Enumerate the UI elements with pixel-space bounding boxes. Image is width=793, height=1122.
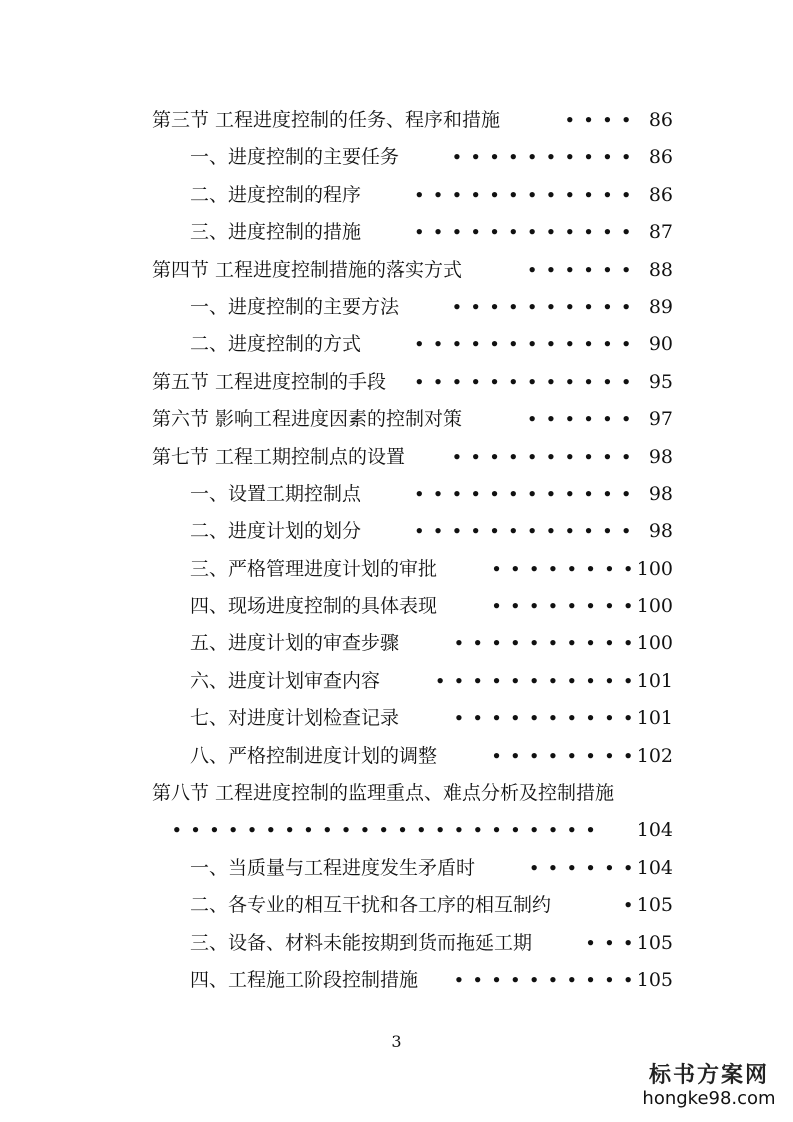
toc-page-number: 98 bbox=[648, 445, 673, 468]
toc-entry-title: 第五节 工程进度控制的手段 bbox=[152, 370, 387, 393]
toc-dot-leader: • • • • • • • • bbox=[491, 597, 635, 616]
toc-page-number: 100 bbox=[636, 632, 673, 655]
toc-dot-leader: • • • • • • bbox=[527, 260, 633, 279]
toc-page-number: 105 bbox=[636, 931, 673, 954]
toc-entry-title: 二、各专业的相互干扰和各工序的相互制约 bbox=[190, 894, 552, 917]
toc-entry bbox=[152, 177, 673, 214]
toc-entry-title: 第六节 影响工程进度因素的控制对策 bbox=[152, 408, 463, 431]
table-of-contents bbox=[152, 102, 673, 999]
toc-entry-title: 三、设备、材料未能按期到货而拖延工期 bbox=[190, 931, 533, 954]
toc-page-number: 105 bbox=[636, 894, 673, 917]
toc-entry bbox=[152, 663, 673, 700]
toc-page-number: 89 bbox=[648, 295, 673, 318]
toc-dot-leader: • • • • • • • • bbox=[491, 559, 635, 578]
toc-page-number: 88 bbox=[648, 258, 673, 281]
toc-page-number: 102 bbox=[636, 744, 673, 767]
toc-page-number: 86 bbox=[648, 146, 673, 169]
toc-page-number: 104 bbox=[636, 819, 673, 842]
toc-entry bbox=[152, 812, 673, 849]
toc-entry-title: 一、进度控制的主要任务 bbox=[190, 146, 400, 169]
toc-entry-title: 七、对进度计划检查记录 bbox=[190, 707, 400, 730]
toc-entry-title: 第八节 工程进度控制的监理重点、难点分析及控制措施 bbox=[152, 782, 615, 805]
toc-dot-leader: • • • • • • • • • • bbox=[452, 297, 633, 316]
watermark-text-en: hongke98.com bbox=[642, 1088, 776, 1109]
toc-dot-leader: • • • • • • • • • • • • bbox=[414, 372, 633, 391]
toc-dot-leader: • • • • • • • • • • • • bbox=[414, 335, 633, 354]
toc-entry bbox=[152, 139, 673, 176]
toc-dot-leader: • • • • • • • • • • • • bbox=[414, 223, 633, 242]
toc-page-number: 104 bbox=[636, 856, 673, 879]
toc-dot-leader: • • • • • • bbox=[527, 410, 633, 429]
toc-entry-title: 二、进度计划的划分 bbox=[190, 520, 362, 543]
toc-dot-leader: • • • • • • • • bbox=[491, 746, 635, 765]
toc-entry bbox=[152, 513, 673, 550]
page-number: 3 bbox=[391, 1032, 402, 1051]
toc-dot-leader: • • • • • • • • • • bbox=[454, 709, 635, 728]
toc-entry bbox=[152, 887, 673, 924]
watermark-logo bbox=[639, 1062, 779, 1110]
toc-dot-leader: • • • • • • • • • • • • bbox=[414, 484, 633, 503]
toc-entry bbox=[152, 214, 673, 251]
toc-entry-title: 四、工程施工阶段控制措施 bbox=[190, 968, 419, 991]
toc-entry-title: 二、进度控制的方式 bbox=[190, 333, 362, 356]
toc-entry-title: 三、进度控制的措施 bbox=[190, 221, 362, 244]
toc-dot-leader: • • • • • • • • • • bbox=[452, 148, 633, 167]
toc-page-number: 97 bbox=[648, 408, 673, 431]
toc-page-number: 87 bbox=[648, 221, 673, 244]
toc-entry-title: 三、严格管理进度计划的审批 bbox=[190, 557, 438, 580]
toc-entry bbox=[152, 962, 673, 999]
toc-page-number: 98 bbox=[648, 520, 673, 543]
toc-page-number: 100 bbox=[636, 557, 673, 580]
toc-page-number: 101 bbox=[636, 707, 673, 730]
toc-entry-title: 一、设置工期控制点 bbox=[190, 482, 362, 505]
toc-dot-leader: • • • • • • • • • • bbox=[454, 970, 635, 989]
toc-page-number: 98 bbox=[648, 482, 673, 505]
toc-page-number: 101 bbox=[636, 669, 673, 692]
toc-dot-leader: • • • • • • • • • • bbox=[452, 447, 633, 466]
toc-entry bbox=[152, 364, 673, 401]
toc-entry-title: 一、当质量与工程进度发生矛盾时 bbox=[190, 856, 476, 879]
toc-entry bbox=[152, 551, 673, 588]
toc-page-number: 86 bbox=[648, 109, 673, 131]
toc-entry bbox=[152, 439, 673, 476]
toc-entry bbox=[152, 401, 673, 438]
toc-dot-leader: • • • • • • • • • • bbox=[454, 634, 635, 653]
toc-dot-leader: • • • • • • • • • • • bbox=[435, 671, 635, 690]
toc-dot-leader: • • • • • • • • • • • • bbox=[414, 522, 633, 541]
toc-entry bbox=[152, 289, 673, 326]
toc-page-number: 86 bbox=[648, 183, 673, 206]
toc-entry bbox=[152, 850, 673, 887]
toc-entry-title: 第四节 工程进度控制措施的落实方式 bbox=[152, 258, 463, 281]
toc-entry-title: 二、进度控制的程序 bbox=[190, 183, 362, 206]
toc-page-number: 100 bbox=[636, 595, 673, 618]
toc-entry-title: 六、进度计划审查内容 bbox=[190, 669, 381, 692]
toc-entry bbox=[152, 775, 673, 812]
toc-page-number: 95 bbox=[648, 370, 673, 393]
toc-entry-title: 一、进度控制的主要方法 bbox=[190, 295, 400, 318]
toc-dot-leader: • • • • • • • • • • • • • • • • • • • • • • • bbox=[172, 821, 598, 840]
toc-entry bbox=[152, 700, 673, 737]
toc-entry bbox=[152, 476, 673, 513]
toc-page-number: 105 bbox=[636, 968, 673, 991]
toc-entry bbox=[152, 925, 673, 962]
toc-entry-title: 四、现场进度控制的具体表现 bbox=[190, 595, 438, 618]
toc-entry-title: 第三节 工程进度控制的任务、程序和措施 bbox=[152, 109, 501, 131]
toc-dot-leader: • bbox=[623, 896, 635, 915]
watermark-text-cn: 标书方案网 bbox=[648, 1062, 769, 1088]
toc-entry bbox=[152, 326, 673, 363]
toc-entry bbox=[152, 738, 673, 775]
toc-entry-title: 第七节 工程工期控制点的设置 bbox=[152, 445, 406, 468]
toc-entry bbox=[152, 252, 673, 289]
toc-entry bbox=[152, 588, 673, 625]
toc-dot-leader: • • • • • • • • • • • • bbox=[414, 185, 633, 204]
toc-dot-leader: • • • • bbox=[564, 111, 633, 129]
toc-entry-title: 八、严格控制进度计划的调整 bbox=[190, 744, 438, 767]
toc-dot-leader: • • • • • • bbox=[529, 858, 635, 877]
toc-entry bbox=[152, 625, 673, 662]
toc-page-number: 90 bbox=[648, 333, 673, 356]
toc-entry-title: 五、进度计划的审查步骤 bbox=[190, 632, 400, 655]
toc-dot-leader: • • • bbox=[585, 933, 635, 952]
toc-entry bbox=[152, 102, 673, 139]
